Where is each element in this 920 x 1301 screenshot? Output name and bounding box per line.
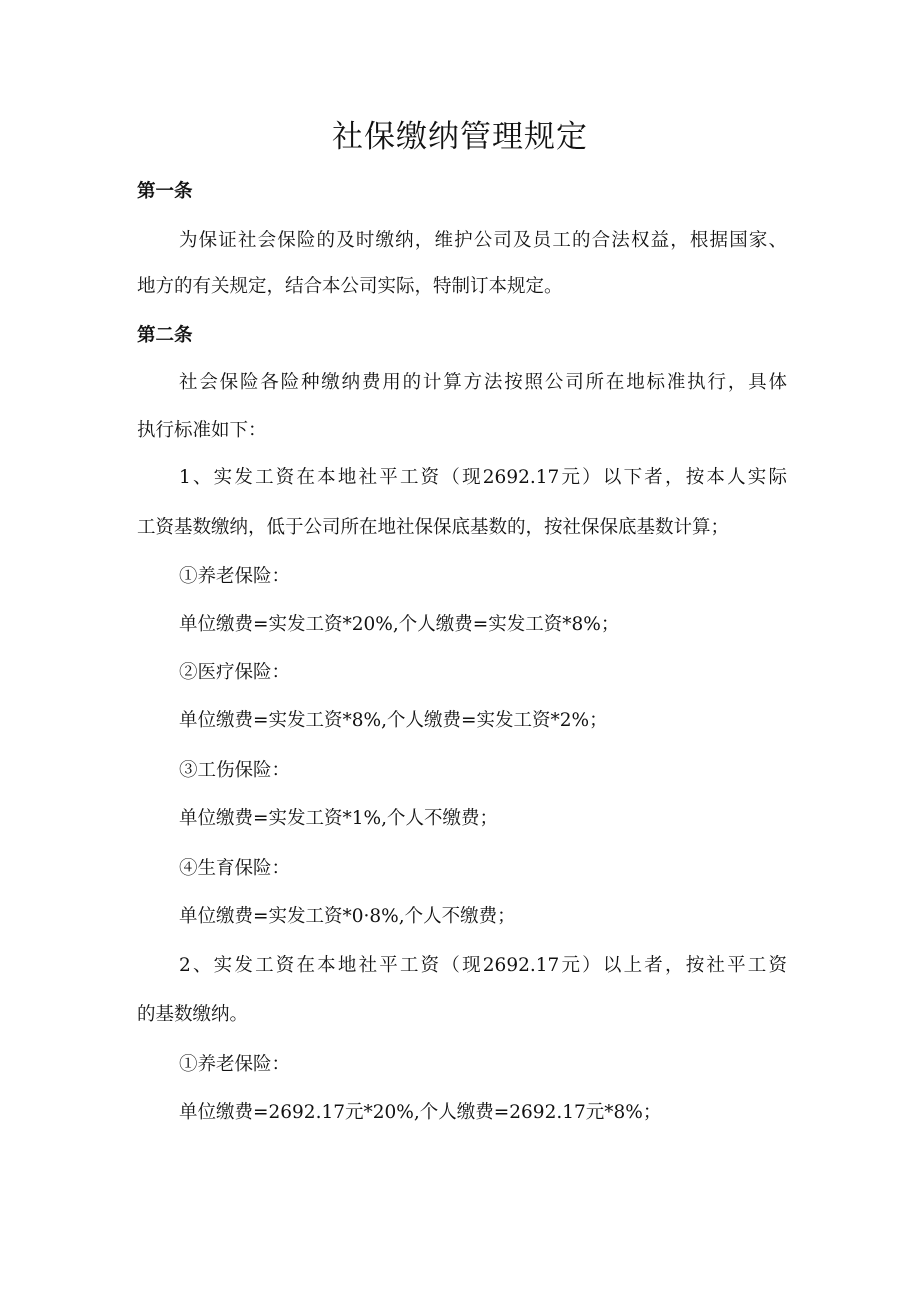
- list-item: 单位缴费=实发工资*1%,个人不缴费；: [179, 808, 498, 829]
- document-title: 社保缴纳管理规定: [332, 119, 588, 155]
- list-item: 单位缴费=实发工资*20%,个人缴费=实发工资*8%；: [179, 614, 620, 635]
- list-item: 单位缴费=实发工资*0·8%,个人不缴费；: [179, 906, 516, 927]
- paragraph-line: 2、实发工资在本地社平工资（现2692.17元）以上者，按社平工资: [179, 955, 787, 976]
- paragraph-line: 1、实发工资在本地社平工资（现2692.17元）以下者，按本人实际: [179, 467, 787, 488]
- list-item: ②医疗保险：: [179, 662, 291, 683]
- article-1-heading: 第一条: [137, 181, 193, 202]
- paragraph-line: 执行标准如下：: [137, 420, 267, 441]
- list-item: ③工伤保险：: [179, 760, 291, 781]
- article-2-heading: 第二条: [137, 325, 193, 346]
- paragraph-line: 工资基数缴纳，低于公司所在地社保保底基数的，按社保保底基数计算；: [137, 517, 730, 538]
- paragraph-line: 地方的有关规定，结合本公司实际，特制订本规定。: [137, 276, 563, 297]
- list-item: 单位缴费=实发工资*8%,个人缴费=实发工资*2%；: [179, 710, 608, 731]
- list-item: ①养老保险：: [179, 1054, 291, 1075]
- paragraph-line: 为保证社会保险的及时缴纳，维护公司及员工的合法权益，根据国家、: [179, 230, 787, 251]
- list-item: 单位缴费=2692.17元*20%,个人缴费=2692.17元*8%；: [179, 1102, 662, 1123]
- list-item: ④生育保险：: [179, 858, 291, 879]
- paragraph-line: 社会保险各险种缴纳费用的计算方法按照公司所在地标准执行，具体: [179, 372, 787, 393]
- list-item: ①养老保险：: [179, 566, 291, 587]
- paragraph-line: 的基数缴纳。: [137, 1004, 249, 1025]
